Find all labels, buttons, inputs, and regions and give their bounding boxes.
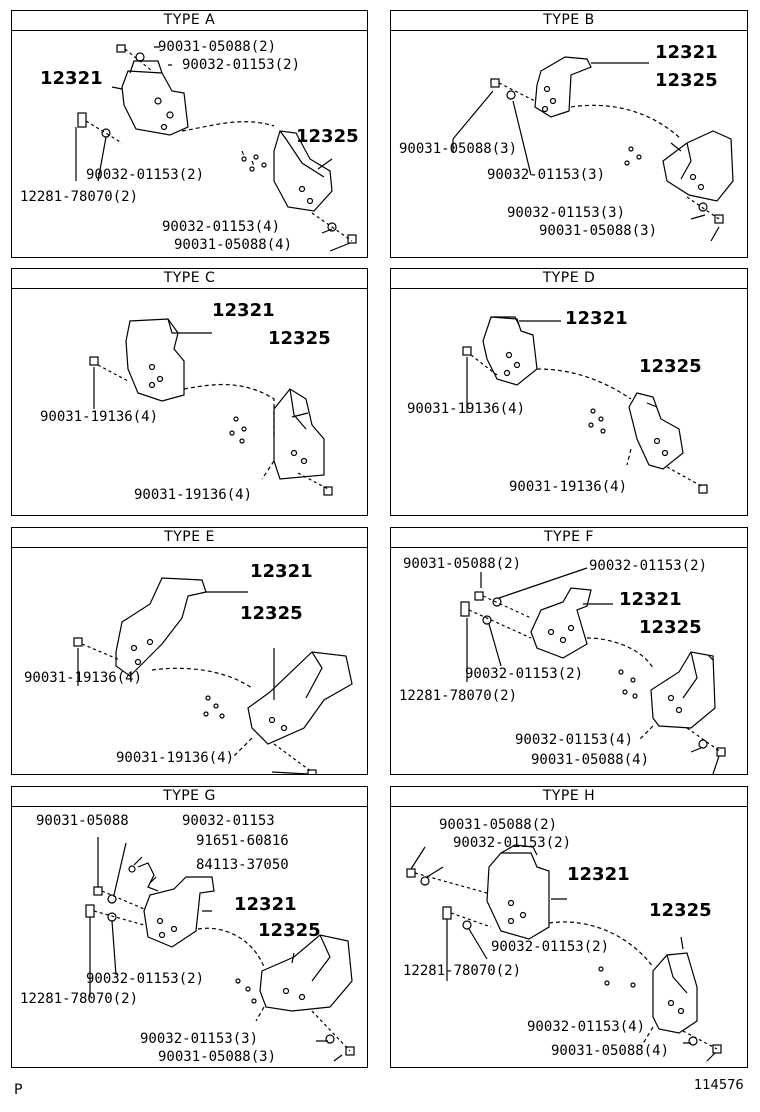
label-part-number: 90032-01153(4) xyxy=(515,732,634,748)
panel-type-c xyxy=(11,268,368,516)
label-part-number: 90032-01153(2) xyxy=(86,167,205,183)
label-part-number: 90031-19136(4) xyxy=(509,479,628,495)
bracket-12325 xyxy=(629,393,683,469)
label-part-number: 90031-05088(2) xyxy=(403,556,522,572)
label-part-number: 90032-01153(2) xyxy=(182,57,301,73)
label-part-number: 12325 xyxy=(268,328,331,349)
footer-left-code: P xyxy=(14,1082,23,1098)
bracket-12325 xyxy=(663,131,733,201)
label-part-number: 90032-01153(3) xyxy=(140,1031,259,1047)
label-part-number: 90031-05088(3) xyxy=(158,1049,277,1065)
footer-illustration-number: 114576 xyxy=(694,1078,744,1093)
label-part-number: 12325 xyxy=(655,70,718,91)
label-part-number: 12321 xyxy=(655,42,718,63)
label-part-number: 90032-01153(4) xyxy=(162,219,281,235)
diagram-type-c xyxy=(12,289,367,515)
label-part-number: 12281-78070(2) xyxy=(20,991,139,1007)
label-part-number: 90032-01153(3) xyxy=(487,167,606,183)
label-part-number: 90032-01153(2) xyxy=(589,558,708,574)
panel-title: TYPE H xyxy=(391,787,747,807)
label-part-number: 12325 xyxy=(240,603,303,624)
bracket-12321 xyxy=(483,317,537,385)
label-part-number: 12281-78070(2) xyxy=(20,189,139,205)
label-part-number: 90031-19136(4) xyxy=(116,750,235,766)
label-part-number: 12325 xyxy=(296,126,359,147)
label-part-number: 90032-01153(2) xyxy=(491,939,610,955)
bracket-12321 xyxy=(487,853,549,939)
panel-type-h xyxy=(390,786,748,1068)
bracket-12325 xyxy=(651,652,715,728)
bracket-12325 xyxy=(653,953,697,1033)
diagram-type-e xyxy=(12,548,367,774)
label-part-number: 90031-05088(4) xyxy=(531,752,650,768)
label-part-number: 90031-05088(4) xyxy=(551,1043,670,1059)
bracket-12321 xyxy=(144,877,214,947)
bracket-12321 xyxy=(116,578,206,676)
label-part-number: 90031-05088(3) xyxy=(399,141,518,157)
label-part-number: 90031-05088 xyxy=(36,813,129,829)
label-part-number: 12281-78070(2) xyxy=(399,688,518,704)
label-part-number: 12321 xyxy=(567,864,630,885)
bracket-12321 xyxy=(126,319,184,401)
label-part-number: 12321 xyxy=(250,561,313,582)
label-part-number: 90031-19136(4) xyxy=(407,401,526,417)
bracket-12321 xyxy=(531,588,591,658)
bracket-12321 xyxy=(122,71,188,135)
label-part-number: 90031-05088(4) xyxy=(174,237,293,253)
label-part-number: 12321 xyxy=(40,68,103,89)
panel-title: TYPE E xyxy=(12,528,367,548)
label-part-number: 90032-01153 xyxy=(182,813,275,829)
label-part-number: 12321 xyxy=(212,300,275,321)
panel-title: TYPE D xyxy=(391,269,747,289)
label-part-number: 12325 xyxy=(649,900,712,921)
label-part-number: 90031-19136(4) xyxy=(134,487,253,503)
label-part-number: 90031-05088(2) xyxy=(439,817,558,833)
panel-type-b xyxy=(390,10,748,258)
panel-title: TYPE F xyxy=(391,528,747,548)
label-part-number: 90032-01153(2) xyxy=(453,835,572,851)
label-part-number: 12325 xyxy=(258,920,321,941)
label-part-number: 12321 xyxy=(234,894,297,915)
bracket-12325 xyxy=(274,389,324,479)
panel-title: TYPE G xyxy=(12,787,367,807)
label-part-number: 90032-01153(3) xyxy=(507,205,626,221)
bracket-84113 xyxy=(138,863,158,891)
label-part-number: 90031-19136(4) xyxy=(40,409,159,425)
panel-type-e xyxy=(11,527,368,775)
panel-type-d xyxy=(390,268,748,516)
label-part-number: 12325 xyxy=(639,617,702,638)
label-part-number: 12325 xyxy=(639,356,702,377)
panel-type-a xyxy=(11,10,368,258)
label-part-number: 84113-37050 xyxy=(196,857,289,873)
label-part-number: 12321 xyxy=(565,308,628,329)
panel-type-f xyxy=(390,527,748,775)
label-part-number: 91651-60816 xyxy=(196,833,289,849)
panel-title: TYPE B xyxy=(391,11,747,31)
panel-title: TYPE C xyxy=(12,269,367,289)
label-part-number: 90032-01153(2) xyxy=(465,666,584,682)
label-part-number: 90031-19136(4) xyxy=(24,670,143,686)
panel-type-g xyxy=(11,786,368,1068)
bracket-12325 xyxy=(260,935,352,1011)
label-part-number: 12281-78070(2) xyxy=(403,963,522,979)
label-part-number: 90031-05088(3) xyxy=(539,223,658,239)
label-part-number: 12321 xyxy=(619,589,682,610)
label-part-number: 90031-05088(2) xyxy=(158,39,277,55)
bracket-12321 xyxy=(535,57,591,117)
bracket-12325 xyxy=(248,652,352,744)
label-part-number: 90032-01153(2) xyxy=(86,971,205,987)
panel-title: TYPE A xyxy=(12,11,367,31)
label-part-number: 90032-01153(4) xyxy=(527,1019,646,1035)
